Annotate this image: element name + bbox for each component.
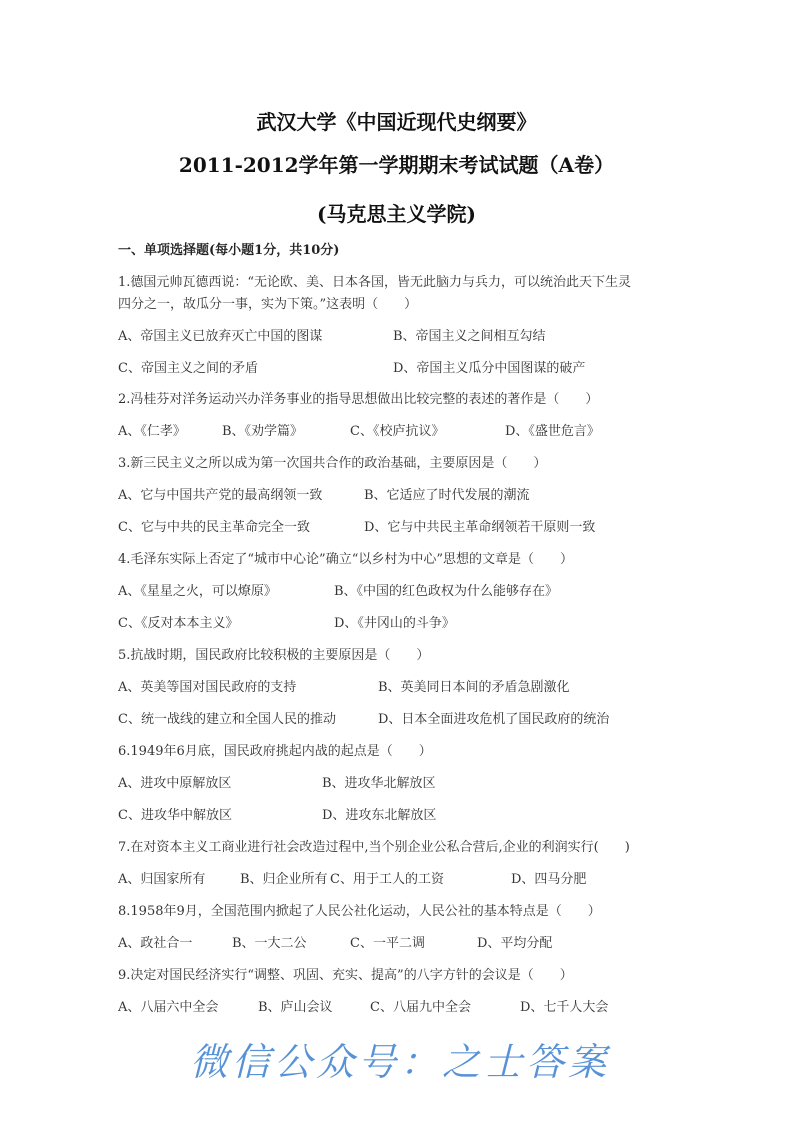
question-text: 6.1949年6月底，国民政府挑起内战的起点是（ ） xyxy=(118,744,432,759)
document-title: 武汉大学《中国近现代史纲要》 xyxy=(256,110,537,134)
answer-option: C、八届九中全会 xyxy=(370,1000,471,1015)
question-text: 8.1958年9月，全国范围内掀起了人民公社化运动，人民公社的基本特点是（ ） xyxy=(118,904,601,919)
answer-option: D、四马分肥 xyxy=(511,872,587,887)
answer-option: C、进攻华中解放区 xyxy=(118,808,232,823)
answer-option: D、进攻东北解放区 xyxy=(322,808,437,823)
answer-option: B、帝国主义之间相互勾结 xyxy=(393,329,546,344)
question-text: 4.毛泽东实际上否定了“城市中心论”确立“以乡村为中心”思想的文章是（ ） xyxy=(118,552,573,567)
answer-option: D、《盛世危言》 xyxy=(505,424,600,439)
answer-option: D、它与中共民主革命纲领若干原则一致 xyxy=(364,520,596,535)
answer-option: B、英美同日本间的矛盾急剧激化 xyxy=(378,680,570,695)
answer-option: A、它与中国共产党的最高纲领一致 xyxy=(118,488,323,503)
answer-option: D、帝国主义瓜分中国图谋的破产 xyxy=(393,361,586,376)
question-text: 1.德国元帅瓦德西说：“无论欧、美、日本各国，皆无此脑力与兵力，可以统治此天下生灵 xyxy=(118,275,632,290)
answer-option: C、它与中共的民主革命完全一致 xyxy=(118,520,310,535)
question-text: 9.决定对国民经济实行“调整、巩固、充实、提高”的八字方针的会议是（ ） xyxy=(118,968,573,983)
answer-option: C、一平二调 xyxy=(350,936,425,951)
answer-option: A、《星星之火，可以燎原》 xyxy=(118,584,277,599)
answer-option: D、《井冈山的斗争》 xyxy=(334,616,455,631)
watermark: 微信公众号：之士答案 xyxy=(190,1040,611,1084)
answer-option: A、英美等国对国民政府的支持 xyxy=(118,680,297,695)
answer-option: C、统一战线的建立和全国人民的推动 xyxy=(118,712,336,727)
answer-option: B、一大二公 xyxy=(232,936,307,951)
answer-option: C、《校庐抗议》 xyxy=(350,424,445,439)
exam-subtitle: 2011-2012学年第一学期期末考试试题（A卷） xyxy=(178,153,615,177)
answer-option: A、八届六中全会 xyxy=(118,1000,219,1015)
answer-option: A、进攻中原解放区 xyxy=(118,776,232,791)
answer-option: D、日本全面进攻危机了国民政府的统治 xyxy=(378,712,610,727)
answer-option: C、帝国主义之间的矛盾 xyxy=(118,361,258,376)
answer-option: B、它适应了时代发展的潮流 xyxy=(364,488,530,503)
answer-option: D、平均分配 xyxy=(477,936,553,951)
answer-option: B、《中国的红色政权为什么能够存在》 xyxy=(334,584,559,599)
answer-option: C、《反对本本主义》 xyxy=(118,616,239,631)
answer-option: A、帝国主义已放弃灭亡中国的图谋 xyxy=(118,329,323,344)
school-subtitle: (马克思主义学院) xyxy=(317,202,476,226)
answer-option: C、用于工人的工资 xyxy=(330,872,444,887)
answer-option: A、政社合一 xyxy=(118,936,193,951)
answer-option: A、归国家所有 xyxy=(118,872,206,887)
answer-option: A、《仁孝》 xyxy=(118,424,186,439)
question-text: 3.新三民主义之所以成为第一次国共合作的政治基础，主要原因是（ ） xyxy=(118,456,547,471)
question-text: 2.冯桂芬对洋务运动兴办洋务事业的指导思想做出比较完整的表述的著作是（ ） xyxy=(118,392,599,407)
question-text: 四分之一，故瓜分一事，实为下策。”这表明（ ） xyxy=(118,297,418,312)
answer-option: B、庐山会议 xyxy=(258,1000,333,1015)
answer-option: B、进攻华北解放区 xyxy=(322,776,436,791)
question-text: 5.抗战时期，国民政府比较积极的主要原因是（ ） xyxy=(118,648,430,663)
section-heading: 一、单项选择题(每小题1分，共10分) xyxy=(118,243,340,258)
question-text: 7.在对资本主义工商业进行社会改造过程中,当个别企业公私合营后,企业的利润实行( ) xyxy=(118,840,630,855)
answer-option: B、归企业所有 xyxy=(240,872,328,887)
answer-option: D、七千人大会 xyxy=(520,1000,609,1015)
answer-option: B、《劝学篇》 xyxy=(222,424,304,439)
